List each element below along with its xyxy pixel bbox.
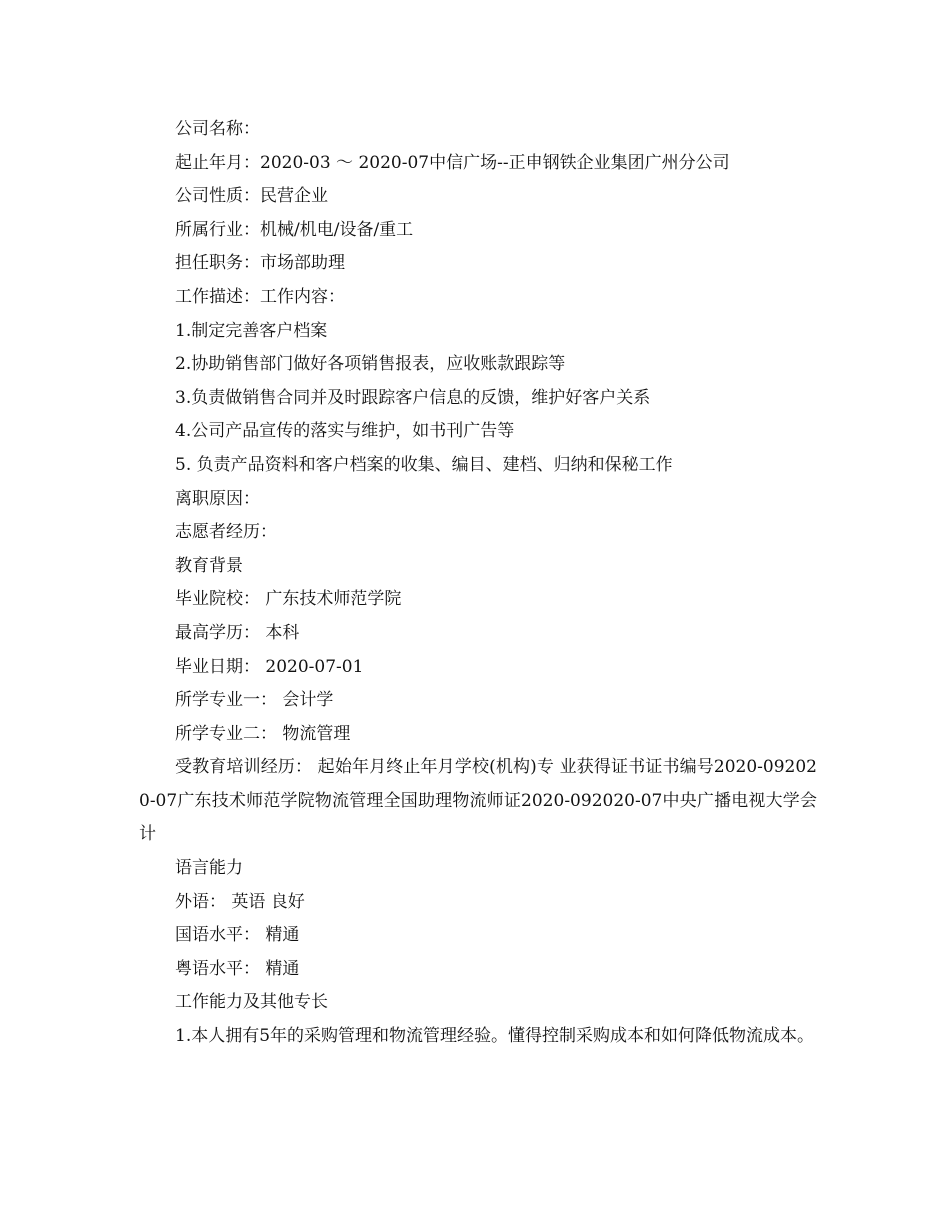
position-line: 担任职务：市场部助理 xyxy=(175,253,345,274)
school-line: 毕业院校： 广东技术师范学院 xyxy=(175,589,402,610)
duty-item-5: 5. 负责产品资料和客户档案的收集、编目、建档、归纳和保秘工作 xyxy=(175,454,673,475)
graduation-date-line: 毕业日期： 2020-07-01 xyxy=(175,656,364,677)
major-2-line: 所学专业二： 物流管理 xyxy=(175,723,351,744)
skills-heading: 工作能力及其他专长 xyxy=(175,992,328,1013)
volunteer-line: 志愿者经历： xyxy=(175,522,277,543)
mandarin-line: 国语水平： 精通 xyxy=(175,925,300,946)
major-1-line: 所学专业一： 会计学 xyxy=(175,690,334,711)
education-heading: 教育背景 xyxy=(175,555,243,576)
job-description-line: 工作描述：工作内容： xyxy=(175,286,345,307)
cantonese-line: 粤语水平： 精通 xyxy=(175,958,300,979)
duty-item-1: 1.制定完善客户档案 xyxy=(175,320,328,341)
foreign-language-line: 外语： 英语 良好 xyxy=(175,891,305,912)
leave-reason-line: 离职原因： xyxy=(175,488,260,509)
training-paragraph: 受教育培训经历： 起始年月终止年月学校(机构)专 业获得证书证书编号2020-092020-07广东技术师范学院物流管理全国助理物流师证2020-092020-07中央广播电视大学会计 xyxy=(139,757,817,845)
skills-paragraph: 1.本人拥有5年的采购管理和物流管理经验。懂得控制采购成本和如何降低物流成本。 xyxy=(175,1026,815,1047)
resume-content xyxy=(139,113,817,1054)
company-type-line: 公司性质：民营企业 xyxy=(175,186,328,207)
industry-line: 所属行业：机械/机电/设备/重工 xyxy=(175,219,414,240)
company-name-line: 公司名称： xyxy=(175,119,260,139)
duty-item-2: 2.协助销售部门做好各项销售报表，应收账款跟踪等 xyxy=(175,354,566,375)
degree-line: 最高学历： 本科 xyxy=(175,622,300,643)
language-heading: 语言能力 xyxy=(175,858,243,879)
employment-period-line: 起止年月：2020-03 ～ 2020-07中信广场--正申钢铁企业集团广州分公司 xyxy=(175,152,730,173)
duty-item-4: 4.公司产品宣传的落实与维护，如书刊广告等 xyxy=(175,421,515,442)
duty-item-3: 3.负责做销售合同并及时跟踪客户信息的反馈，维护好客户关系 xyxy=(175,387,651,408)
